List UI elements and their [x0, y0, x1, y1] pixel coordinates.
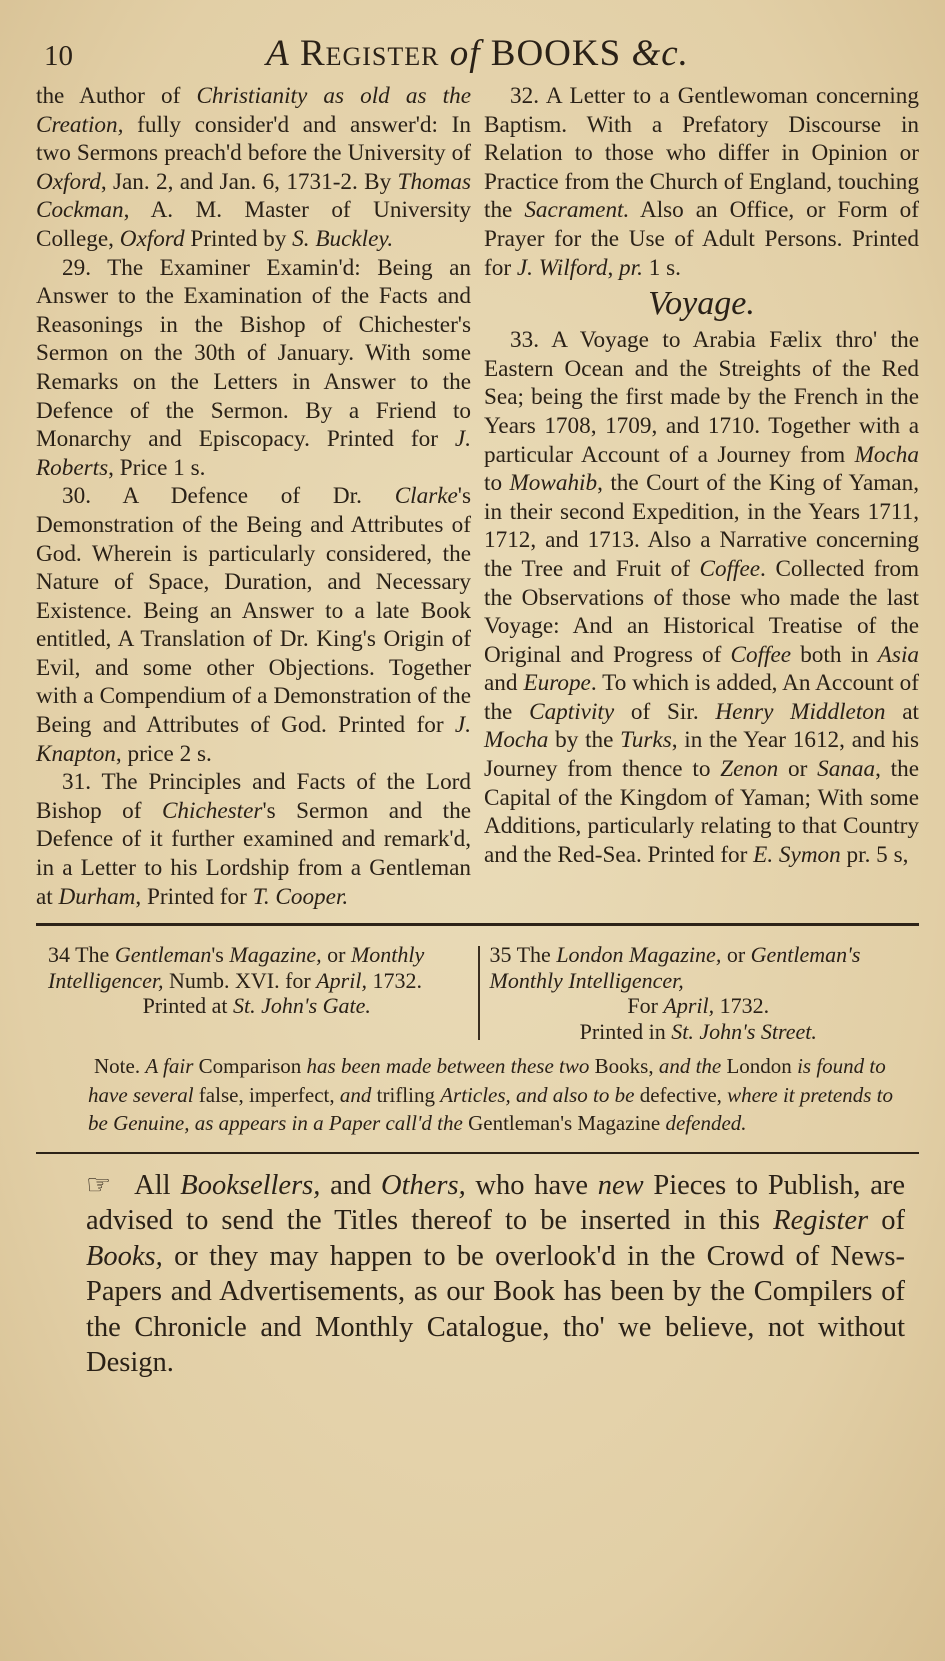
- running-head: [36, 32, 919, 82]
- entry-30: 30. A Defence of Dr. Clarke's Demonstration of the Being and Attributes of God. Wherein is particularly considered, the Nature of Space, Duration, and Necessary Existence. Being an Answer to a late Book entitled, A Translation of Dr. King's Origin of Evil, and some other Objections. Together with a Compendium of a Demonstration of the Being and Attributes of God. Printed for J. Knapton, price 2 s.: [36, 483, 471, 767]
- entry-32: 32. A Letter to a Gentlewoman concerning Baptism. With a Prefatory Discourse in Relation to those who differ in Opinion or Practice from the Church of England, touching the Sacrament. Also an Office, or Form of Prayer for the Use of Adult Persons. Printed for J. Wilford, pr. 1 s.: [484, 83, 920, 281]
- magazine-divider: [478, 946, 480, 1040]
- two-column-body: [36, 82, 919, 911]
- entry-33: 33. A Voyage to Arabia Fælix thro' the Eastern Ocean and the Streights of the Red Sea; being the first made by the French in the Years 1708, 1709, and 1710. Together with a particular Account of a Journey from Mocha to Mowahib, the Court of the King of Yaman, in their second Expedition, in the Years 1711, 1712, and 1713. Also a Narrative concerning the Tree and Fruit of Coffee. Collected from the Observations of those who made the last Voyage: And an Historical Treatise of the Original and Progress of Coffee both in Asia and Europe. To which is added, An Account of the Captivity of Sir. Henry Middleton at Mocha by the Turks, in the Year 1612, and his Journey from thence to Zenon or Sanaa, the Capital of the Kingdom of Yaman; With some Additions, particularly relating to that Country and the Red-Sea. Printed for E. Symon pr. 5 s,: [484, 327, 919, 868]
- comparison-note: Note. A fair Comparison has been made between these two Books, and the London is found to have several false, imperfect, and trifling Articles, and also to be defective, where it pretends to be Genuine, as appears in a Paper call'd the Gentleman's Magazine defended.: [88, 1054, 893, 1136]
- pointing-hand-icon: ☞: [86, 1169, 112, 1201]
- booksellers-advertisement: ☞ All Booksellers, and Others, who have new Pieces to Publish, are advised to send the Titles thereof to be inserted in this Register of Books, or they may happen to be overlook'd in the Crowd of News-Papers and Advertisements, as our Book has been by the Compilers of the Chronicle and Monthly Catalogue, tho' we believe, not without Design.: [86, 1169, 905, 1379]
- left-column: [36, 82, 471, 911]
- entry-continuation: the Author of Christianity as old as the Creation, fully consider'd and answer'd: In two Sermons preach'd before the University of Oxford, Jan. 2, and Jan. 6, 1731-2. By Thomas Cockman, A. M. Master of University College, Oxford Printed by S. Buckley.: [36, 83, 471, 252]
- running-title: A Register of BOOKS &c.: [266, 33, 689, 74]
- magazine-listings: [36, 942, 919, 1044]
- advert-divider-rule: [36, 1152, 919, 1154]
- entry-34: 34 The Gentleman's Magazine, or Monthly Intelligencer, Numb. XVI. for April, 1732. Printed at St. John's Gate.: [48, 942, 425, 1019]
- page-number: 10: [44, 40, 73, 72]
- section-heading-voyage: Voyage.: [648, 285, 755, 323]
- entry-35: 35 The London Magazine, or Gentleman's Monthly Intelligencer, For April, 1732. Printed in St. John's Street.: [489, 942, 861, 1044]
- entry-29: 29. The Examiner Examin'd: Being an Answer to the Examination of the Facts and Reasonings in the Bishop of Chichester's Sermon on the 30th of January. With some Remarks on the Letters in Answer to the Defence of the Sermon. By a Friend to Monarchy and Episcopacy. Printed for J. Roberts, Price 1 s.: [36, 254, 471, 481]
- section-divider-rule: [36, 923, 919, 926]
- right-column: [484, 82, 919, 911]
- entry-31: 31. The Principles and Facts of the Lord Bishop of Chichester's Sermon and the Defence of it further examined and remark'd, in a Letter to his Lordship from a Gentleman at Durham, Printed for T. Cooper.: [36, 769, 471, 910]
